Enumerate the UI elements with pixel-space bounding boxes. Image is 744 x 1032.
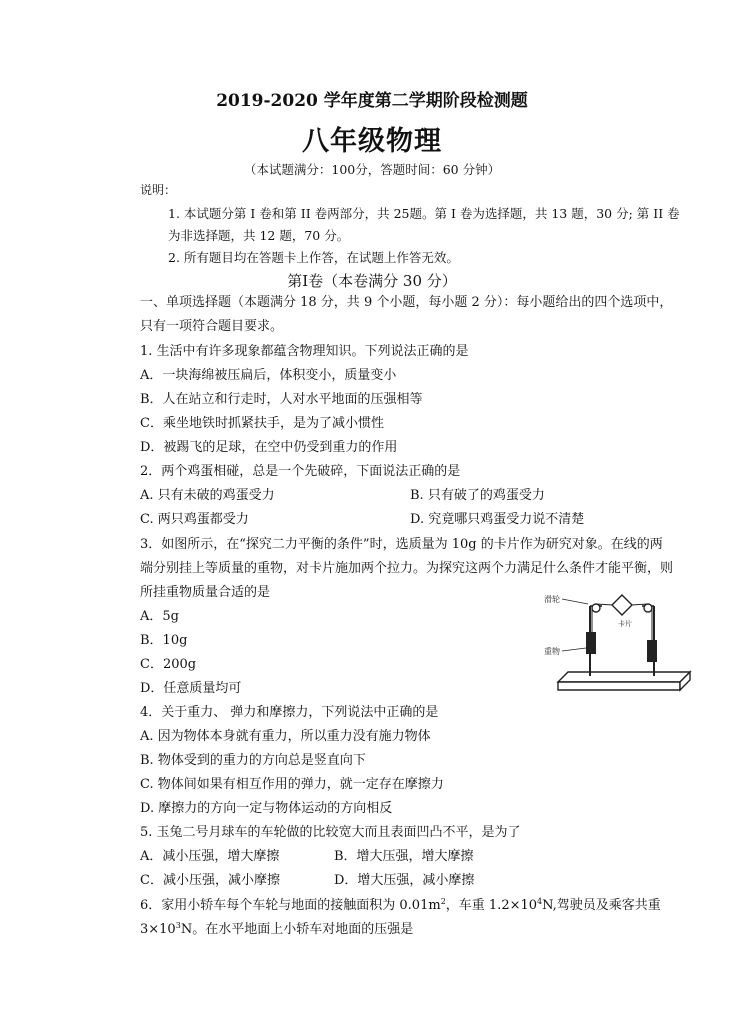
label-pulley: 滑轮 — [544, 595, 560, 604]
q3-stem-line3: 所挂重物质量合适的是 — [140, 585, 271, 600]
label-card: 卡片 — [618, 620, 632, 628]
q5-option-a: A．减小压强，增大摩擦 — [140, 849, 280, 864]
q2-stem: 2．两个鸡蛋相碰，总是一个先破碎，下面说法正确的是 — [140, 464, 461, 479]
q3-option-c: C．200g — [140, 657, 197, 672]
q4-option-a: A. 因为物体本身就有重力，所以重力没有施力物体 — [140, 729, 431, 744]
right-weight — [647, 640, 657, 662]
q1-option-a: A．一块海绵被压扁后，体积变小，质量变小 — [140, 368, 397, 383]
part1-heading-line1: 一、单项选择题（本题满分 18 分，共 9 个小题，每小题 2 分）：每小题给出的四个选项中， — [140, 295, 673, 310]
base-board-front — [558, 682, 680, 690]
q3-option-d: D．任意质量均可 — [140, 681, 242, 696]
q5-stem: 5. 玉兔二号月球车的车轮做的比较宽大而且表面凹凸不平，是为了 — [140, 825, 521, 840]
subject-title: 八年级物理 — [302, 126, 442, 157]
right-pulley — [644, 604, 652, 612]
q2-option-a: A. 只有未破的鸡蛋受力 — [140, 488, 275, 503]
exam-title: 2019-2020 学年度第二学期阶段检测题 — [216, 91, 528, 111]
base-board — [558, 672, 690, 682]
q5-option-c: C．减小压强，减小摩擦 — [140, 873, 280, 888]
q2-option-b: B. 只有破了的鸡蛋受力 — [410, 488, 545, 503]
section-title: 第Ⅰ卷（本卷满分 30 分） — [287, 272, 457, 290]
left-pulley — [592, 604, 600, 612]
q6-stem-line1: 6．家用小轿车每个车轮与地面的接触面积为 $0.01m^2$，车重 $1.2\times 10^4N$,驾驶员及乘客共重 — [140, 897, 661, 913]
card — [612, 595, 632, 615]
q4-option-c: C. 物体间如果有相互作用的弹力，就一定存在摩擦力 — [140, 777, 444, 792]
q3-option-b: B．10g — [140, 633, 188, 648]
q1-option-d: D．被踢飞的足球，在空中仍受到重力的作用 — [140, 440, 398, 455]
q4-option-d: D. 摩擦力的方向一定与物体运动的方向相反 — [140, 801, 393, 816]
q6-stem-line2: $3\times 10^3N$。在水平地面上小轿车对地面的压强是 — [140, 921, 414, 937]
q1-option-c: C．乘坐地铁时抓紧扶手，是为了减小惯性 — [140, 416, 384, 431]
instruction-1-line2: 为非选择题，共 12 题，70 分。 — [168, 228, 350, 243]
q1-stem: 1. 生活中有许多现象都蕴含物理知识。下列说法正确的是 — [140, 344, 469, 359]
left-weight — [586, 632, 596, 654]
q4-option-b: B. 物体受到的重力的方向总是竖直向下 — [140, 753, 366, 768]
instructions-label: 说明： — [140, 183, 177, 197]
q3-option-a: A．5g — [140, 609, 179, 624]
q5-option-b: B．增大压强，增大摩擦 — [334, 849, 474, 864]
part1-heading-line2: 只有一项符合题目要求。 — [140, 319, 284, 334]
q3-stem-line2: 端分别挂上等质量的重物，对卡片施加两个拉力。为探究这两个力满足什么条件才能平衡，则 — [140, 561, 674, 576]
instruction-1-line1: 1. 本试题分第 I 卷和第 II 卷两部分，共 25题。第 I 卷为选择题，共 13 题，30 分; 第 II 卷 — [168, 206, 680, 221]
q3-stem-line1: 3．如图所示，在“探究二力平衡的条件”时，选质量为 10g 的卡片作为研究对象。在线的两 — [140, 537, 663, 552]
q4-stem: 4．关于重力、 弹力和摩擦力，下列说法中正确的是 — [140, 705, 439, 720]
q2-option-c: C. 两只鸡蛋都受力 — [140, 512, 249, 527]
q1-option-b: B．人在站立和行走时，人对水平地面的压强相等 — [140, 392, 423, 407]
exam-subtitle: （本试题满分：100分，答题时间：60 分钟） — [243, 162, 501, 177]
balance-apparatus-figure — [540, 590, 692, 702]
label-weight: 重物 — [544, 647, 560, 656]
q5-option-d: D．增大压强，减小摩擦 — [334, 873, 475, 888]
q2-option-d: D. 究竟哪只鸡蛋受力说不清楚 — [410, 512, 585, 527]
instruction-2: 2. 所有题目均在答题卡上作答，在试题上作答无效。 — [168, 250, 459, 265]
